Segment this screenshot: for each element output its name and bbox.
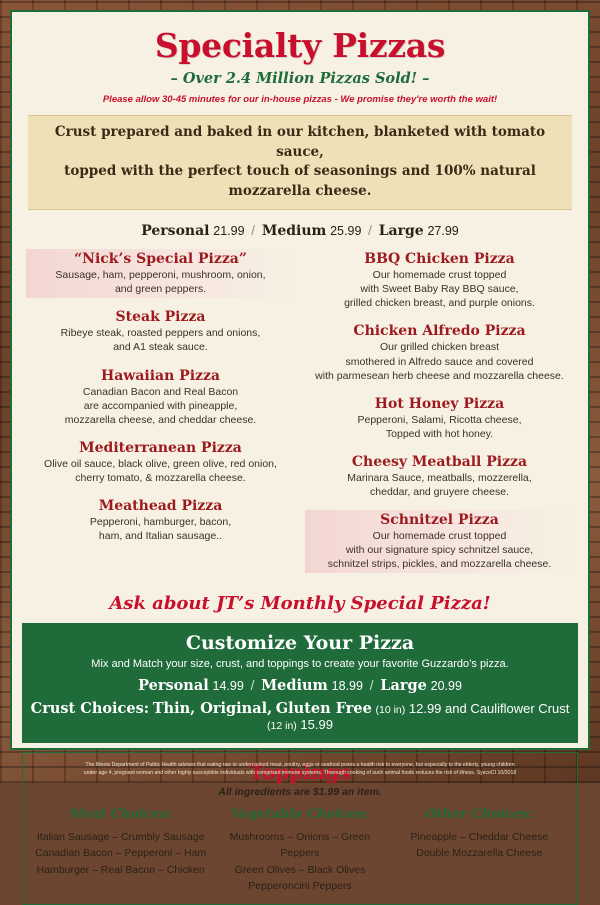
customize-personal-label: Personal [138, 677, 209, 695]
pizza-name: Mediterranean Pizza [79, 439, 242, 456]
size-separator-1: / [251, 223, 256, 239]
pizza-desc-line: Pepperoni, hamburger, bacon, [89, 515, 232, 528]
pizza-desc-line: and A1 steak sauce. [113, 341, 208, 354]
toppings-column-heading: Other Choices: [425, 807, 534, 823]
pizza-desc-line: Our homemade crust topped [372, 269, 507, 282]
customize-section [22, 623, 578, 743]
crust-banner-line2: topped with the perfect touch of seasonings and 100% natural mozzarella cheese. [64, 163, 536, 199]
toppings-line: Green Olives – Black Olives [234, 863, 366, 876]
specialty-large-price: 27.99 [427, 224, 459, 239]
pizza-desc-line: Olive oil sauce, black olive, green olive, red onion, [44, 457, 277, 470]
customize-subtitle: Mix and Match your size, crust, and toppings to create your favorite Guzzardo’s pizza. [91, 658, 509, 671]
customize-large-label: Large [380, 677, 427, 695]
customize-size-separator-2: / [369, 678, 374, 694]
pizza-column-left [26, 249, 295, 582]
customize-medium-label: Medium [261, 677, 328, 695]
size-separator-2: / [368, 223, 372, 239]
pizza-desc-line: Canadian Bacon and Real Bacon [82, 385, 239, 398]
toppings-title: Toppings [249, 760, 351, 785]
specialty-personal-price: 21.99 [213, 224, 245, 239]
pizza-item [305, 452, 574, 501]
crust-banner-line1: Crust prepared and baked in our kitchen, blanketed with tomato sauce, [54, 124, 546, 160]
toppings-column-heading: Vegetable Choices: [231, 807, 369, 823]
crust-cauliflower-size: (12 in) [267, 720, 297, 733]
customize-medium-price: 18.99 [331, 679, 363, 694]
toppings-column-vegetable [210, 807, 389, 894]
pizza-desc-line: and green peppers. [114, 283, 207, 296]
pizza-item [26, 366, 295, 429]
pizza-item [26, 496, 295, 545]
customize-sizes-row [30, 677, 570, 694]
pizza-desc-line: schnitzel strips, pickles, and mozzarella cheese. [327, 558, 552, 570]
pizza-desc-line: Pepperoni, Salami, Ricotta cheese, [357, 413, 522, 426]
pizza-desc-line: grilled chicken breast, and purple onions. [344, 297, 535, 310]
pizza-desc-line: Our homemade crust topped [372, 529, 507, 542]
toppings-line: Pineapple – Cheddar Cheese [410, 831, 549, 844]
menu-header [12, 12, 588, 105]
pizza-desc-line: Our grilled chicken breast [379, 341, 500, 354]
toppings-line: Hamburger – Real Bacon – Chicken [36, 863, 205, 876]
pizza-item [26, 249, 295, 298]
health-disclaimer [10, 762, 590, 778]
pizza-name: Chicken Alfredo Pizza [353, 323, 526, 340]
specialty-large-label: Large [378, 223, 424, 240]
specialty-medium-price: 25.99 [330, 224, 362, 239]
pizza-desc-line: ham, and Italian sausage.. [98, 529, 223, 542]
pizza-desc-line: with our signature spicy schnitzel sauce, [345, 543, 534, 556]
toppings-column-heading: Meat Choices: [68, 807, 173, 823]
crust-gf-price: 12.99 [408, 701, 442, 717]
toppings-line: Canadian Bacon – Pepperoni – Ham [35, 847, 207, 860]
toppings-column-meat [31, 807, 210, 894]
disclaimer-line-2: under age 4, pregnant woman and other highly susceptible individuals with comprised immune systems. Thorough cooking of such animal foods reduces the risk of illness. SyscoCI 10/2018 [83, 770, 517, 777]
pizza-desc-line: mozzarella cheese, and cheddar cheese. [64, 413, 257, 426]
specialty-medium-label: Medium [261, 223, 327, 240]
toppings-columns [31, 807, 569, 894]
pizza-name: Steak Pizza [115, 309, 206, 326]
pizza-desc-line: cheddar, and gruyere cheese. [370, 485, 509, 498]
crust-gf-size: (10 in) [375, 704, 406, 717]
crust-choice-gluten-free: Gluten Free [275, 700, 372, 718]
pizza-desc-line: cherry tomato, & mozzarella cheese. [75, 471, 246, 484]
page-title: Specialty Pizzas [154, 26, 446, 65]
pizza-name: Meathead Pizza [98, 497, 223, 514]
specialty-personal-label: Personal [141, 223, 210, 240]
crust-cauliflower-price: 15.99 [300, 717, 333, 733]
crust-choices-row [30, 700, 570, 732]
pizza-item [26, 307, 295, 356]
disclaimer-line-1: The Illinois Department of Public Health advises that eating raw or undercooked meat, poultry, eggs or seafood poses a health risk to everyone, but especially to the elderly, young children [85, 762, 515, 769]
crust-choices-label: Crust Choices: [30, 700, 150, 718]
toppings-line: Mushrooms – Onions – Green Peppers [229, 831, 371, 860]
pizza-desc-line: are accompanied with pineapple, [83, 399, 238, 412]
pizza-item [305, 394, 574, 443]
specialty-sizes-row [12, 223, 588, 239]
pizza-desc-line: Topped with hot honey. [385, 427, 494, 440]
pizza-desc-line: with parmesean herb cheese and mozzarella cheese. [315, 369, 564, 382]
crust-choices-and: and Cauliflower Crust [445, 701, 570, 717]
customize-size-separator-1: / [250, 678, 255, 694]
pizza-desc-line: with Sweet Baby Ray BBQ sauce, [360, 283, 519, 296]
pizza-name: Schnitzel Pizza [380, 511, 499, 528]
pizza-item [305, 510, 574, 573]
toppings-line: Double Mozzarella Cheese [416, 847, 543, 860]
monthly-special-text: Ask about JT’s Monthly Special Pizza! [109, 593, 491, 615]
toppings-column-other [390, 807, 569, 894]
header-note: Please allow 30-45 minutes for our in-house pizzas - We promise they're worth the wait! [102, 94, 498, 105]
pizza-desc-line: Marinara Sauce, meatballs, mozzerella, [347, 471, 532, 484]
pizza-item [26, 438, 295, 487]
pizza-item [305, 249, 574, 312]
customize-large-price: 20.99 [430, 679, 462, 694]
crust-choices-main: Thin, Original, [152, 700, 273, 718]
customize-title: Customize Your Pizza [185, 632, 415, 655]
header-subtitle: – Over 2.4 Million Pizzas Sold! – [170, 70, 430, 87]
pizza-name: Hot Honey Pizza [374, 395, 505, 412]
toppings-price-note: All ingredients are $1.99 an item. [218, 786, 382, 799]
pizza-name: “Nick’s Special Pizza” [74, 251, 247, 268]
pizza-desc-line: Ribeye steak, roasted peppers and onions, [60, 327, 261, 340]
crust-banner [28, 115, 572, 210]
toppings-line: Pepperoncini Peppers [248, 879, 352, 892]
pizza-column-right [305, 249, 574, 582]
pizza-desc-line: smothered in Alfredo sauce and covered [345, 355, 534, 368]
pizza-desc-line: Sausage, ham, pepperoni, mushroom, onion, [55, 269, 266, 282]
pizza-name: BBQ Chicken Pizza [364, 251, 515, 268]
pizza-columns [26, 249, 574, 582]
customize-personal-price: 14.99 [212, 679, 244, 694]
toppings-line: Italian Sausage – Crumbly Sausage [36, 831, 205, 844]
monthly-special-banner [12, 586, 588, 623]
pizza-name: Hawaiian Pizza [101, 367, 220, 384]
pizza-item [305, 321, 574, 384]
pizza-name: Cheesy Meatball Pizza [351, 453, 528, 470]
